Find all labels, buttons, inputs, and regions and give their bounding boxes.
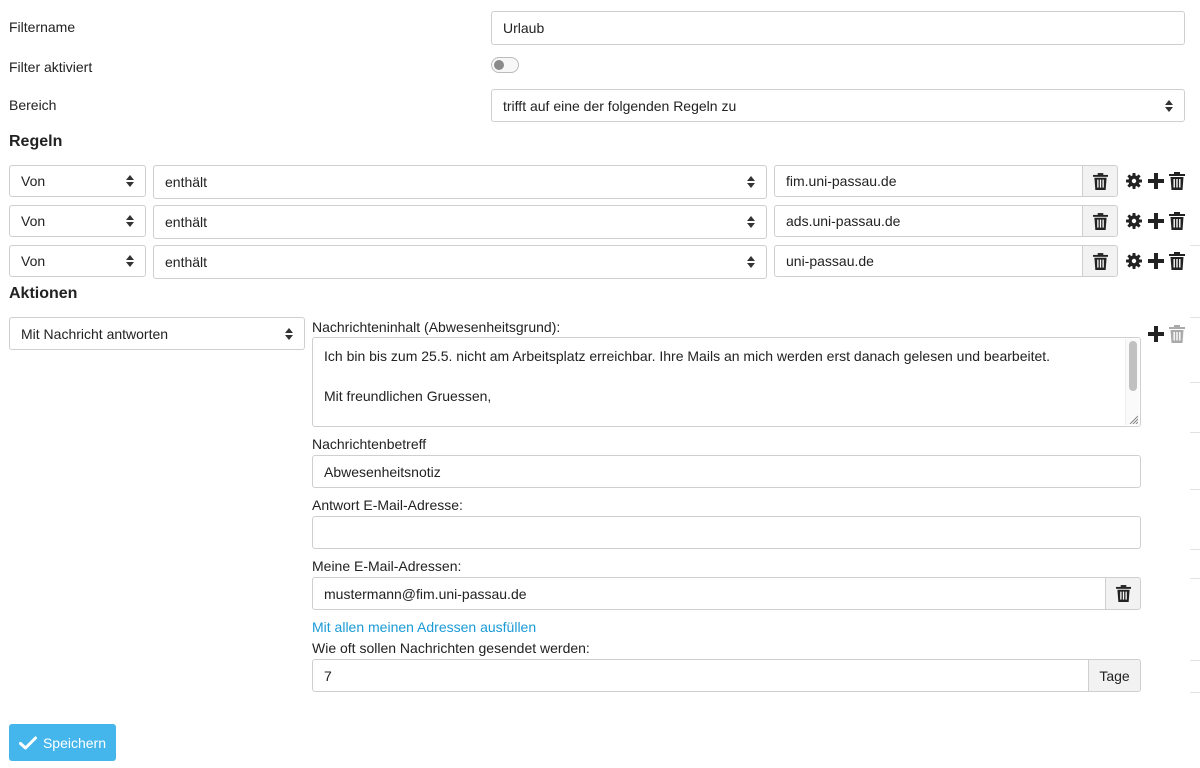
filter-active-toggle[interactable] <box>491 57 519 73</box>
trash-icon[interactable] <box>1169 252 1185 270</box>
rule-field-select[interactable] <box>9 245 146 277</box>
select-arrows-icon <box>747 176 755 188</box>
edge-divider <box>1190 692 1200 693</box>
gear-icon[interactable] <box>1126 253 1142 269</box>
save-button[interactable] <box>9 724 116 761</box>
scope-select-value: trifft auf eine der folgenden Regeln zu <box>503 97 737 114</box>
gear-icon[interactable] <box>1126 213 1142 229</box>
filtername-label: Filtername <box>9 19 76 35</box>
message-body-line: Mit freundlichen Gruessen, <box>324 388 492 404</box>
rule-delete-value-button[interactable] <box>1082 205 1118 237</box>
rule-operator-select[interactable] <box>153 165 767 199</box>
rule-field-value: Von <box>21 173 46 189</box>
select-arrows-icon <box>126 215 134 227</box>
trash-icon <box>1116 585 1131 602</box>
rule-delete-value-button[interactable] <box>1082 245 1118 277</box>
action-type-select[interactable] <box>9 317 305 350</box>
scrollbar-thumb[interactable] <box>1129 341 1137 391</box>
plus-icon[interactable] <box>1148 173 1164 189</box>
textarea-scrollbar[interactable] <box>1125 339 1139 425</box>
save-button-label: Speichern <box>42 734 107 751</box>
message-body-textarea[interactable] <box>312 337 1141 427</box>
edge-divider <box>1190 245 1200 246</box>
rule-value-input[interactable]: ads.uni-passau.de <box>774 205 1083 237</box>
check-icon <box>19 736 37 750</box>
select-arrows-icon <box>126 255 134 267</box>
message-body-line: Ich bin bis zum 25.5. nicht am Arbeitsplatz erreichbar. Ihre Mails an mich werden erst danach gelesen und bearbeitet. <box>324 348 1051 364</box>
rule-value-input[interactable]: fim.uni-passau.de <box>774 165 1083 197</box>
frequency-label: Wie oft sollen Nachrichten gesendet werden: <box>312 640 590 656</box>
rule-field-value: Von <box>21 213 46 229</box>
rule-operator-value: enthält <box>165 174 208 190</box>
edge-divider <box>1190 578 1200 579</box>
edge-divider <box>1190 382 1200 383</box>
trash-icon <box>1093 253 1108 270</box>
reply-address-input[interactable] <box>312 516 1141 549</box>
edge-divider <box>1190 317 1200 318</box>
filtername-input[interactable]: Urlaub <box>491 11 1185 45</box>
frequency-input[interactable]: 7 <box>312 659 1089 692</box>
rule-value-input[interactable]: uni-passau.de <box>774 245 1083 277</box>
plus-icon[interactable] <box>1148 253 1164 269</box>
fill-all-addresses-link[interactable]: Mit allen meinen Adressen ausfüllen <box>312 619 537 635</box>
select-arrows-icon <box>126 175 134 187</box>
trash-icon <box>1093 173 1108 190</box>
gear-icon[interactable] <box>1126 173 1142 189</box>
filter-active-label: Filter aktiviert <box>9 59 93 75</box>
edge-divider <box>1190 432 1200 433</box>
rule-field-value: Von <box>21 253 46 269</box>
action-type-value: Mit Nachricht antworten <box>21 325 169 342</box>
trash-icon <box>1093 213 1108 230</box>
subject-label: Nachrichtenbetreff <box>312 436 427 452</box>
actions-heading: Aktionen <box>9 285 78 302</box>
message-body-label: Nachrichteninhalt (Abwesenheitsgrund): <box>312 319 561 335</box>
rule-operator-value: enthält <box>165 214 208 230</box>
select-arrows-icon <box>747 216 755 228</box>
trash-icon[interactable] <box>1169 212 1185 230</box>
edge-divider <box>1190 660 1200 661</box>
trash-icon <box>1169 325 1185 343</box>
select-arrows-icon <box>747 256 755 268</box>
my-address-input[interactable]: mustermann@fim.uni-passau.de <box>312 577 1106 610</box>
frequency-unit: Tage <box>1088 659 1141 692</box>
resize-handle-icon[interactable] <box>1128 414 1138 424</box>
toggle-knob <box>494 60 504 70</box>
rules-heading: Regeln <box>9 133 63 150</box>
edge-divider <box>1190 549 1200 550</box>
select-arrows-icon <box>285 328 293 340</box>
rule-operator-select[interactable] <box>153 205 767 239</box>
plus-icon[interactable] <box>1148 326 1164 342</box>
scope-label: Bereich <box>9 97 57 113</box>
rule-delete-value-button[interactable] <box>1082 165 1118 197</box>
trash-icon[interactable] <box>1169 172 1185 190</box>
rule-operator-value: enthält <box>165 254 208 270</box>
plus-icon[interactable] <box>1148 213 1164 229</box>
select-arrows-icon <box>1165 100 1173 112</box>
rule-field-select[interactable] <box>9 165 146 197</box>
scope-select[interactable] <box>491 89 1185 122</box>
my-addresses-label: Meine E-Mail-Adressen: <box>312 558 462 574</box>
rule-field-select[interactable] <box>9 205 146 237</box>
rule-operator-select[interactable] <box>153 245 767 279</box>
edge-divider <box>1190 489 1200 490</box>
reply-address-label: Antwort E-Mail-Adresse: <box>312 497 463 513</box>
subject-input[interactable]: Abwesenheitsnotiz <box>312 455 1141 488</box>
delete-address-button[interactable] <box>1105 577 1141 610</box>
